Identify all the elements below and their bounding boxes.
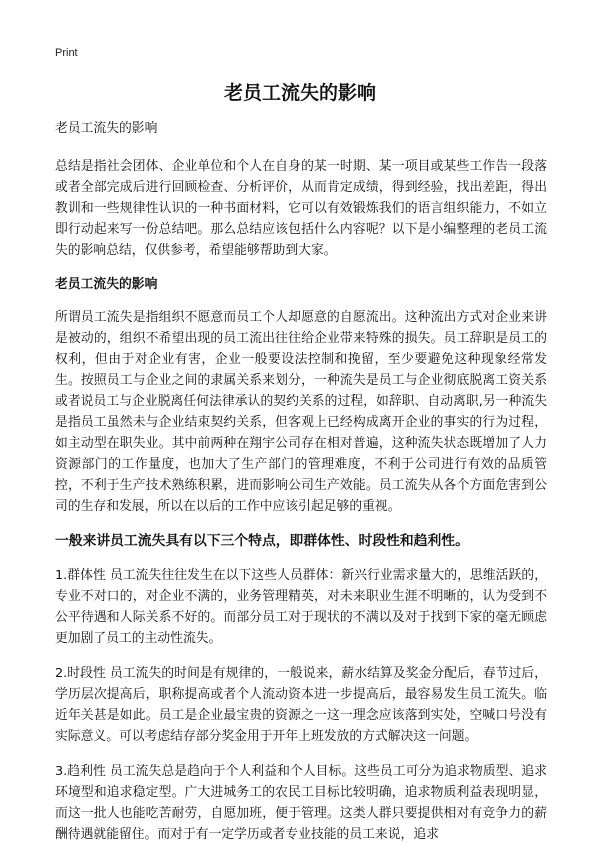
intro-paragraph: 总结是指社会团体、企业单位和个人在自身的某一时期、某一项目或某些工作告一段落或者全部完成后进行回顾检查、分析评价，从而肯定成绩，得到经验，找出差距，得出教训和一些规律性认识的一种书面材料，它可以有效锻炼我们的语言组织能力，不如立即行动起来写一份总结吧。那么总结应该包括什么内容呢？以下是小编整理的老员工流失的影响总结，仅供参考，希望能够帮助到大家。 (55, 159, 547, 258)
section2-heading: 一般来讲员工流失具有以下三个特点，即群体性、时段性和趋利性。 (55, 533, 469, 549)
section1-heading: 老员工流失的影响 (55, 277, 158, 292)
document-title: 老员工流失的影响 (223, 82, 376, 104)
point2-paragraph: 2.时段性 员工流失的时间是有规律的，一般说来，薪水结算及奖金分配后，春节过后，学历层次提高后，职称提高或者个人流动资本进一步提高后，最容易发生员工流失。临近年关甚是如此。员工是企业最宝贵的资源之一这一理念应该落到实处，空喊口号没有实际意义。可以考虑结存部分奖金用于开年上班发放的方式解决这一问题。 (55, 666, 547, 744)
document-subtitle: 老员工流失的影响 (55, 121, 158, 136)
point3-paragraph: 3.趋利性 员工流失总是趋向于个人利益和个人目标。这些员工可分为追求物质型、追求环境型和追求稳定型。广大进城务工的农民工目标比较明确，追求物质利益表现明显，而这一批人也能吃苦耐劳，自愿加班，便于管理。这类人群只要提供相对有竞争力的薪酬待遇就能留住。而对于有一定学历或者专业技能的员工来说，追求 (55, 764, 547, 842)
point1-paragraph: 1.群体性 员工流失往往发生在以下这些人员群体：新兴行业需求量大的，思维活跃的，专业不对口的，对企业不满的，业务管理精英，对未来职业生涯不明晰的，认为受到不公平待遇和人际关系不好的。而部分员工对于现状的不满以及对于找到下家的毫无顾虑更加剧了员工的主动性流失。 (55, 568, 547, 646)
print-link[interactable]: Print (55, 47, 78, 59)
document-body (55, 118, 547, 859)
section1-paragraph: 所谓员工流失是指组织不愿意而员工个人却愿意的自愿流出。这种流出方式对企业来讲是被动的，组织不希望出现的员工流出往往给企业带来特殊的损失。员工辞职是员工的权利，但由于对企业有害，企业一般要设法控制和挽留，至少要避免这种现象经常发生。按照员工与企业之间的隶属关系来划分，一种流失是员工与企业彻底脱离工资关系或者说员工与企业脱离任何法律承认的契约关系的过程，如辞职、自动离职,另一种流失是指员工虽然未与企业结束契约关系，但客观上已经构成离开企业的事实的行为过程，如主动型在职失业。其中前两种在翔宇公司存在相对普遍，这种流失状态既增加了人力资源部门的工作量度，也加大了生产部门的管理难度，不利于公司进行有效的品质管控，不利于生产技术熟练积累，进而影响公司生产效能。员工流失从各个方面危害到公司的生存和发展，所以在以后的工作中应该引起足够的重视。 (55, 310, 547, 514)
